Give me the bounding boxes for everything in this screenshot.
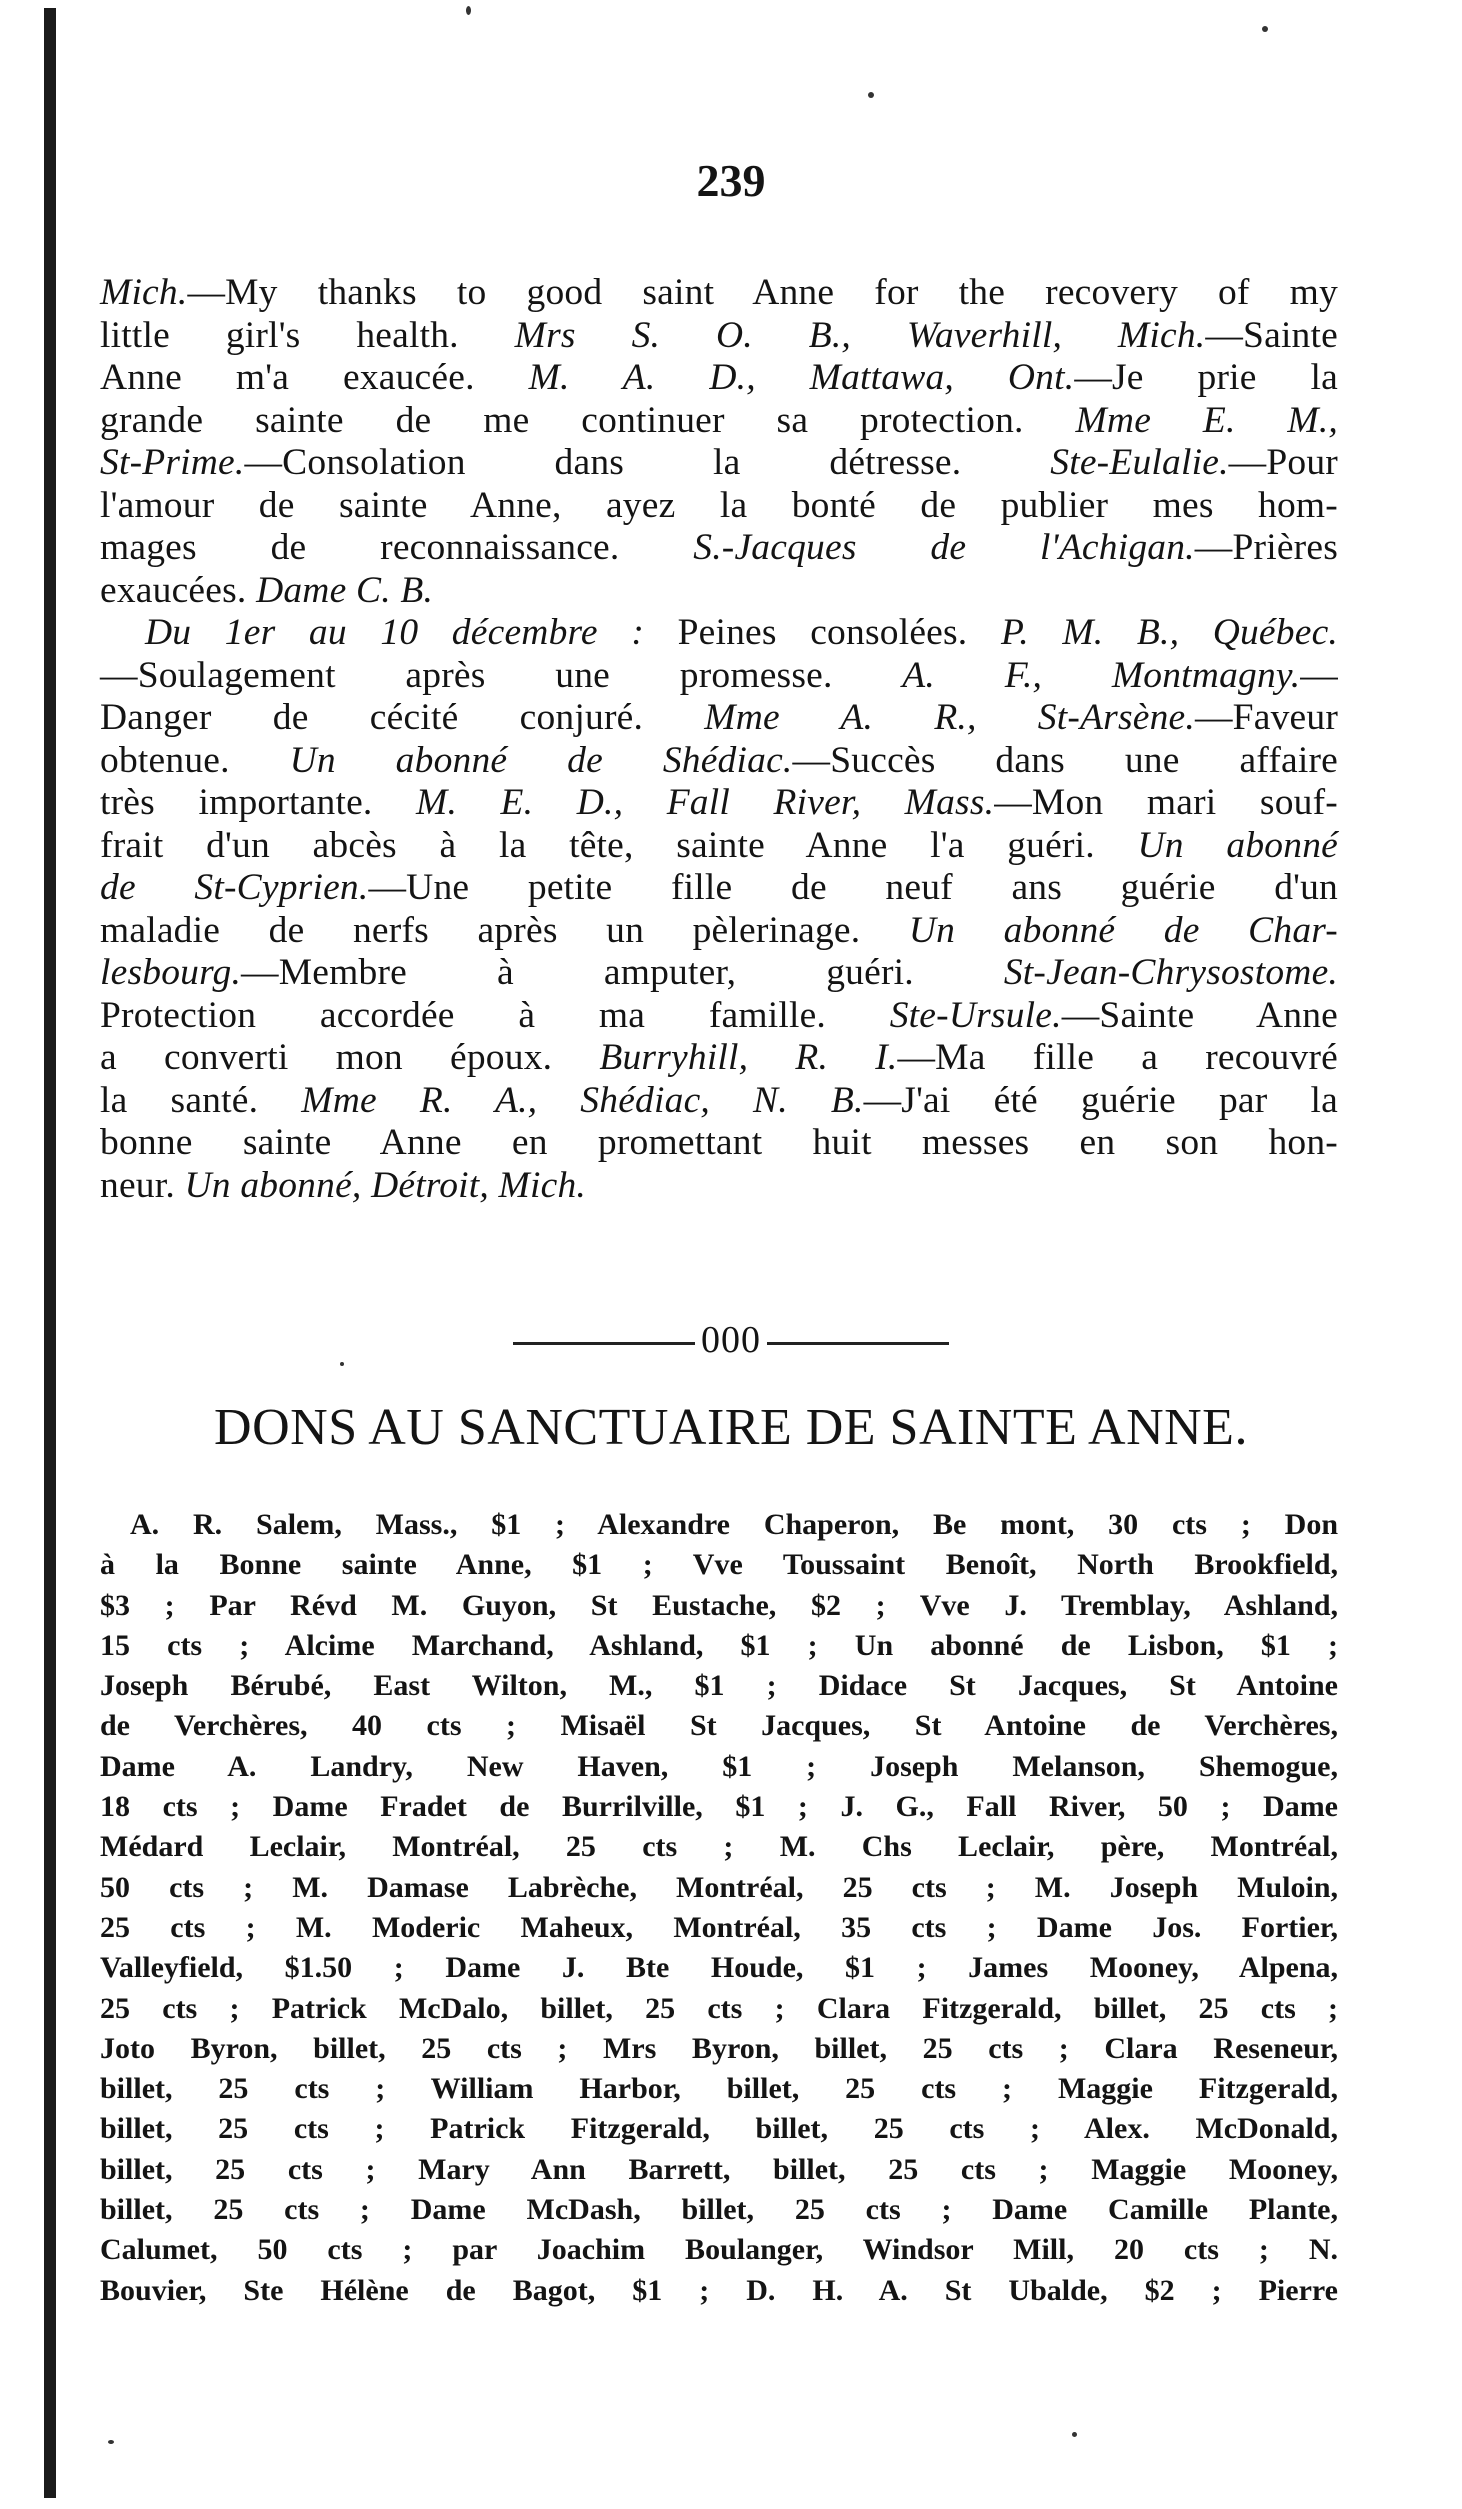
thanks-attribution: lesbourg. <box>100 952 242 993</box>
divider-rule-left <box>513 1342 695 1345</box>
thanks-attribution: Un abonné, Détroit, Mich. <box>184 1164 586 1206</box>
thanks-text: —Ma fille a recouvré <box>897 1037 1338 1078</box>
thanks-text: mages de reconnaissance. <box>100 527 694 568</box>
donation-line: 50 cts ; M. Damase Labrèche, Montréal, 25 cts ; M. Joseph Muloin, <box>100 1870 1338 1904</box>
donation-line: Dame A. Landry, New Haven, $1 ; Joseph Melanson, Shemogue, <box>100 1749 1338 1783</box>
thanks-text: grande sainte de me continuer sa protection. <box>100 399 1076 441</box>
thanks-line <box>100 315 1338 358</box>
thanks-text: frait d'un abcès à la tête, sainte Anne l'a guéri. <box>100 824 1138 866</box>
donation-line: 25 cts ; M. Moderic Maheux, Montréal, 35 cts ; Dame Jos. Fortier, <box>100 1910 1338 1944</box>
donations-list <box>100 1505 1338 2311</box>
donation-line: billet, 25 cts ; William Harbor, billet, 25 cts ; Maggie Fitzgerald, <box>100 2072 1338 2106</box>
thanks-text: bonne sainte Anne en promettant huit messes en son hon- <box>100 1122 1338 1163</box>
thanks-line <box>100 272 1338 315</box>
thanks-attribution: Mich. <box>100 272 188 313</box>
donation-line: à la Bonne sainte Anne, $1 ; Vve Toussaint Benoît, North Brookfield, <box>100 1548 1338 1582</box>
thanks-line <box>100 782 1338 825</box>
thanks-line <box>100 357 1338 400</box>
thanks-line <box>100 995 1338 1038</box>
thanks-text: Protection accordée à ma famille. <box>100 994 890 1036</box>
thanks-line <box>100 485 1338 528</box>
page-binding-edge <box>44 8 56 2498</box>
donation-line: billet, 25 cts ; Mary Ann Barrett, billet, 25 cts ; Maggie Mooney, <box>100 2152 1338 2186</box>
thanks-attribution: Ste-Eulalie. <box>1050 442 1229 483</box>
thanks-paragraph <box>100 272 1338 1207</box>
thanks-attribution: P. M. B., Québec. <box>1000 612 1338 653</box>
section-divider <box>0 1318 1462 1362</box>
thanks-line <box>100 697 1338 740</box>
thanks-line <box>100 1037 1338 1080</box>
thanks-text: little girl's health. <box>100 314 515 356</box>
thanks-text: neur. <box>100 1164 185 1206</box>
thanks-line <box>100 825 1338 868</box>
thanks-line <box>100 570 1338 613</box>
thanks-attribution: Dame C. B. <box>256 569 434 611</box>
donation-line: $3 ; Par Révd M. Guyon, St Eustache, $2 ; Vve J. Tremblay, Ashland, <box>100 1588 1338 1622</box>
thanks-text: —Pour <box>1228 442 1338 483</box>
thanks-text: —Une petite fille de neuf ans guérie d'un <box>368 867 1338 908</box>
divider-rule-right <box>767 1342 949 1345</box>
thanks-line <box>100 655 1338 698</box>
thanks-text: l'amour de sainte Anne, ayez la bonté de publier mes hom- <box>100 484 1338 526</box>
thanks-attribution: M. E. D., Fall River, Mass. <box>416 782 995 823</box>
donation-line: de Verchères, 40 cts ; Misaël St Jacques, St Antoine de Verchères, <box>100 1709 1338 1743</box>
thanks-attribution: Un abonné de Shédiac. <box>289 739 793 781</box>
thanks-attribution: Burryhill, R. I. <box>599 1037 898 1078</box>
thanks-text: —J'ai été guérie par la <box>863 1079 1338 1121</box>
thanks-attribution: Du 1er au 10 décembre : <box>145 612 645 653</box>
divider-ornament: 000 <box>701 1319 761 1361</box>
page-number: 239 <box>696 155 766 206</box>
thanks-text: —Soulagement après une promesse. <box>100 654 903 696</box>
thanks-line <box>100 1165 1338 1208</box>
thanks-text: la santé. <box>100 1079 302 1121</box>
thanks-attribution: Un abonné de Char- <box>908 909 1338 951</box>
thanks-line <box>100 612 1338 655</box>
print-speck <box>466 6 471 15</box>
thanks-text: Danger de cécité conjuré. <box>100 697 705 738</box>
thanks-text: exaucées. <box>100 569 257 611</box>
thanks-line <box>100 400 1338 443</box>
thanks-attribution: Mrs S. O. B., Waverhill, Mich. <box>514 314 1206 356</box>
thanks-line <box>100 527 1338 570</box>
print-speck <box>1072 2432 1077 2437</box>
thanks-text: a converti mon époux. <box>100 1037 600 1078</box>
donation-line: 25 cts ; Patrick McDalo, billet, 25 cts ; Clara Fitzgerald, billet, 25 cts ; <box>100 1991 1338 2025</box>
thanks-line <box>100 1122 1338 1165</box>
donation-line: 18 cts ; Dame Fradet de Burrilville, $1 ; J. G., Fall River, 50 ; Dame <box>100 1790 1338 1824</box>
thanks-attribution: Mme E. M., <box>1075 399 1339 441</box>
thanks-attribution: Ste-Ursule. <box>889 994 1062 1036</box>
thanks-text: —Membre à amputer, guéri. <box>241 952 1004 993</box>
donation-line: 15 cts ; Alcime Marchand, Ashland, $1 ; Un abonné de Lisbon, $1 ; <box>100 1628 1338 1662</box>
print-speck <box>1262 26 1268 32</box>
thanks-text: —Prières <box>1194 527 1338 568</box>
print-speck <box>868 92 874 98</box>
thanks-attribution: Un abonné <box>1137 824 1338 866</box>
thanks-attribution: A. F., Montmagny. <box>902 654 1301 696</box>
thanks-line <box>100 442 1338 485</box>
donation-line: Joseph Bérubé, East Wilton, M., $1 ; Didace St Jacques, St Antoine <box>100 1669 1338 1703</box>
thanks-text: —Sainte <box>1205 314 1338 356</box>
thanks-attribution: St-Prime. <box>100 442 245 483</box>
thanks-attribution: S.-Jacques de l'Achigan. <box>693 527 1195 568</box>
thanks-text: Anne m'a exaucée. <box>100 357 529 398</box>
thanks-attribution: St-Jean-Chrysostome. <box>1003 952 1338 993</box>
thanks-text: —Je prie la <box>1074 357 1338 398</box>
thanks-text: —My thanks to good saint Anne for the recovery of my <box>187 272 1338 313</box>
thanks-text: maladie de nerfs après un pèlerinage. <box>100 909 909 951</box>
thanks-attribution: Mme R. A., Shédiac, N. B. <box>301 1079 864 1121</box>
print-speck <box>108 2440 114 2444</box>
donation-line: Calumet, 50 cts ; par Joachim Boulanger, Windsor Mill, 20 cts ; N. <box>100 2233 1338 2267</box>
print-speck <box>340 1362 344 1366</box>
donation-line: A. R. Salem, Mass., $1 ; Alexandre Chaperon, Be mont, 30 cts ; Don <box>130 1508 1338 1541</box>
section-title: DONS AU SANCTUAIRE DE SAINTE ANNE. <box>214 1399 1248 1456</box>
thanks-text: obtenue. <box>100 739 290 781</box>
thanks-text: —Consolation dans la détresse. <box>244 442 1051 483</box>
donation-line: billet, 25 cts ; Patrick Fitzgerald, billet, 25 cts ; Alex. McDonald, <box>100 2112 1338 2146</box>
thanks-line <box>100 1080 1338 1123</box>
donation-line: Valleyfield, $1.50 ; Dame J. Bte Houde, $1 ; James Mooney, Alpena, <box>100 1951 1338 1985</box>
thanks-text: —Succès dans une affaire <box>792 739 1339 781</box>
thanks-text: très importante. <box>100 782 417 823</box>
thanks-line <box>100 910 1338 953</box>
thanks-text: Peines consolées. <box>644 612 1001 653</box>
thanks-attribution: M. A. D., Mattawa, Ont. <box>528 357 1075 398</box>
thanks-line <box>100 867 1338 910</box>
donation-line: Bouvier, Ste Hélène de Bagot, $1 ; D. H. A. St Ubalde, $2 ; Pierre <box>100 2273 1338 2307</box>
donation-line: Joto Byron, billet, 25 cts ; Mrs Byron, billet, 25 cts ; Clara Reseneur, <box>100 2031 1338 2065</box>
donation-line: Médard Leclair, Montréal, 25 cts ; M. Chs Leclair, père, Montréal, <box>100 1830 1338 1864</box>
thanks-line <box>100 740 1338 783</box>
thanks-attribution: Mme A. R., St-Arsène. <box>704 697 1195 738</box>
thanks-line <box>100 952 1338 995</box>
donation-line: billet, 25 cts ; Dame McDash, billet, 25 cts ; Dame Camille Plante, <box>100 2193 1338 2227</box>
thanks-text: — <box>1300 654 1338 696</box>
thanks-attribution: de St-Cyprien. <box>100 867 369 908</box>
thanks-text: —Faveur <box>1194 697 1339 738</box>
thanks-text: —Sainte Anne <box>1061 994 1338 1036</box>
thanks-text: —Mon mari souf- <box>994 782 1338 823</box>
